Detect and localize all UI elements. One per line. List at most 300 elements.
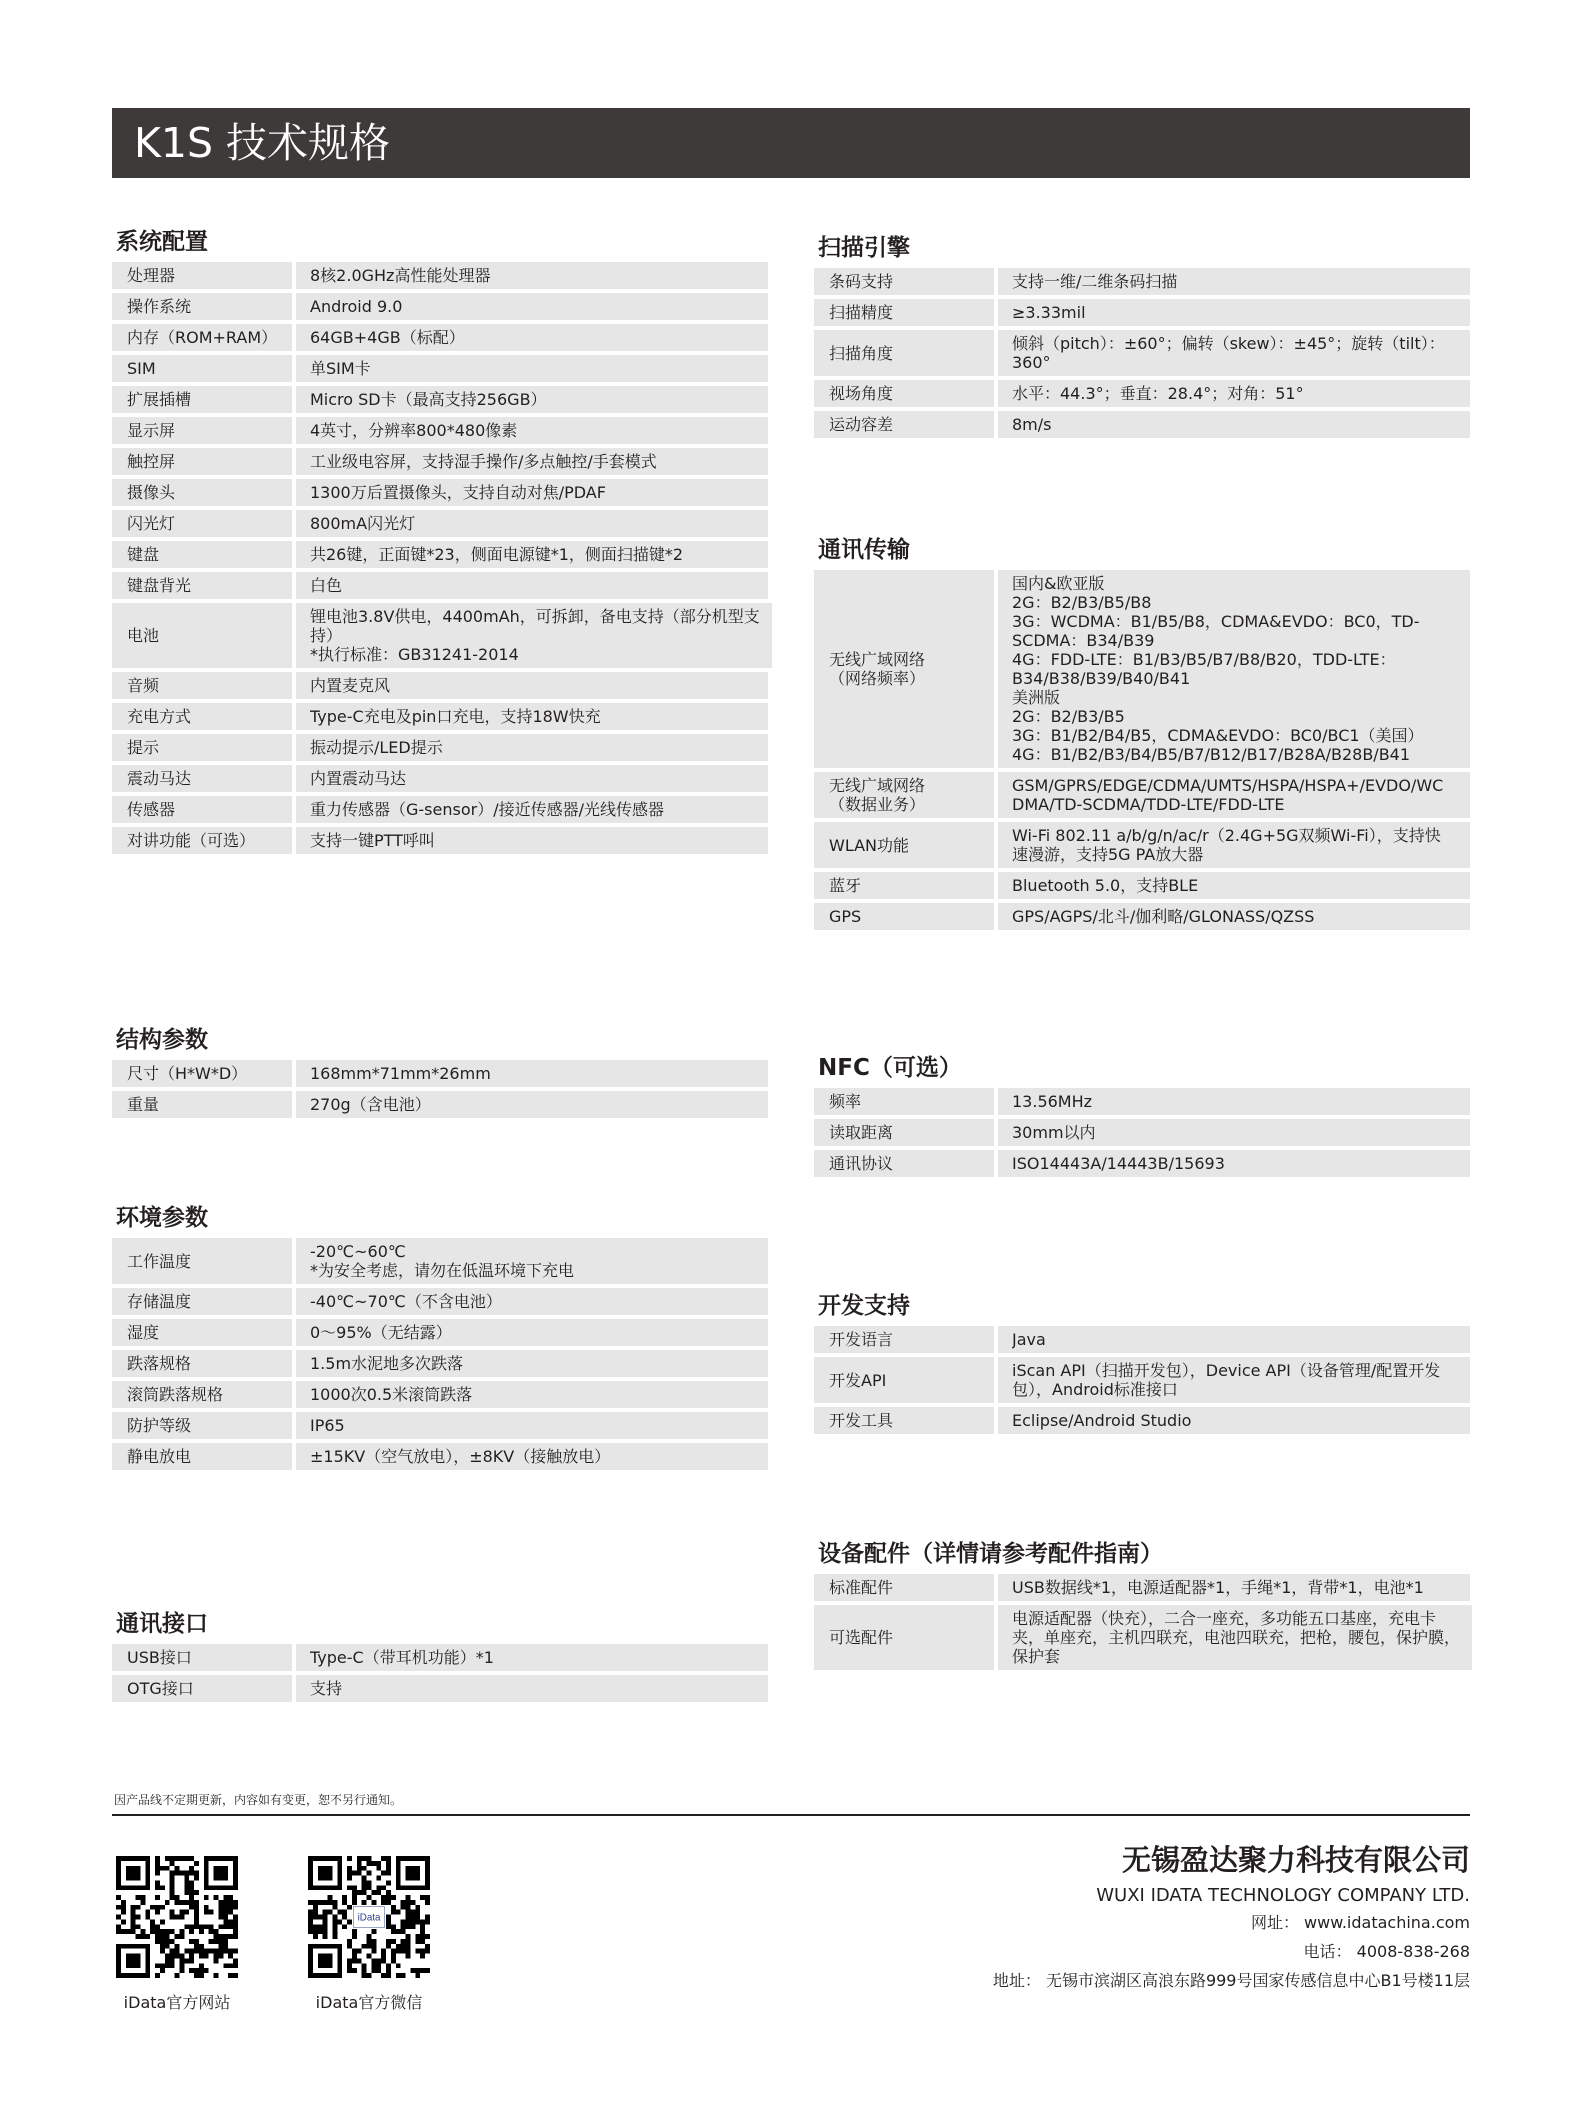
spec-row: [814, 1407, 1470, 1434]
spec-key: [814, 1357, 994, 1403]
spec-key: [112, 293, 292, 320]
spec-key: [814, 1407, 994, 1434]
spec-row: [112, 448, 768, 475]
spec-row: [112, 541, 768, 568]
spec-key-line: 音频: [127, 676, 160, 695]
spec-value-line: USB数据线*1，电源适配器*1，手绳*1，背带*1，电池*1: [1012, 1578, 1424, 1597]
spec-row: [112, 479, 768, 506]
spec-key: [814, 1605, 994, 1670]
spec-value-line: GSM/GPRS/EDGE/CDMA/UMTS/HSPA/HSPA+/EVDO/WC: [1012, 776, 1444, 795]
spec-row: [814, 1119, 1470, 1146]
spec-value-line: 2G：B2/B3/B5: [1012, 707, 1125, 726]
spec-value-line: ISO14443A/14443B/15693: [1012, 1154, 1225, 1173]
spec-value: [998, 411, 1470, 438]
section-title: 开发支持: [818, 1293, 910, 1319]
spec-row: [112, 603, 768, 668]
spec-value-line: 30mm以内: [1012, 1123, 1096, 1142]
spec-value: [296, 572, 768, 599]
spec-value-line: *为安全考虑，请勿在低温环境下充电: [310, 1261, 575, 1280]
spec-row: [112, 1319, 768, 1346]
spec-key: [112, 324, 292, 351]
spec-row: [112, 355, 768, 382]
spec-row: [814, 822, 1470, 868]
spec-key-line: 键盘: [127, 545, 160, 564]
spec-key: [814, 1119, 994, 1146]
spec-value-line: 1.5m水泥地多次跌落: [310, 1354, 464, 1373]
section-acc: [814, 1534, 1470, 1670]
spec-key-line: 处理器: [127, 266, 176, 285]
spec-value: [296, 386, 768, 413]
spec-value-line: 工业级电容屏，支持湿手操作/多点触控/手套模式: [310, 452, 657, 471]
spec-key-line: 开发API: [829, 1370, 887, 1390]
spec-row: [814, 1088, 1470, 1115]
spec-key-line: 工作温度: [127, 1251, 192, 1271]
spec-value-line: IP65: [310, 1416, 345, 1435]
spec-key-line: SIM: [127, 359, 156, 378]
spec-row: [112, 386, 768, 413]
spec-table: [112, 1060, 768, 1118]
spec-row: [814, 1326, 1470, 1353]
spec-value: [296, 324, 768, 351]
spec-key-line: 扫描精度: [829, 303, 894, 322]
spec-key-line: 触控屏: [127, 452, 176, 471]
spec-value: [998, 1605, 1472, 1670]
spec-value-line: 3G：B1/B2/B4/B5，CDMA&EVDO：BC0/BC1（美国）: [1012, 726, 1424, 745]
spec-key-line: 传感器: [127, 800, 176, 819]
spec-value-line: 8核2.0GHz高性能处理器: [310, 266, 491, 285]
spec-value-line: 速漫游，支持5G PA放大器: [1012, 845, 1204, 864]
spec-value-line: iScan API（扫描开发包），Device API（设备管理/配置开发: [1012, 1361, 1441, 1380]
spec-value: [998, 380, 1470, 407]
spec-value: [296, 1443, 768, 1470]
spec-value-line: 支持: [310, 1679, 343, 1698]
spec-value-line: ≥3.33mil: [1012, 303, 1086, 322]
section-title: 通讯传输: [818, 537, 910, 563]
section-comm: [814, 530, 1470, 930]
spec-value: [998, 299, 1470, 326]
spec-key-line: 读取距离: [829, 1123, 894, 1142]
spec-value: [296, 510, 768, 537]
spec-value-line: Micro SD卡（最高支持256GB）: [310, 390, 547, 409]
spec-value-line: 共26键，正面键*23，侧面电源键*1，侧面扫描键*2: [310, 545, 684, 564]
spec-key: [112, 479, 292, 506]
spec-value-line: 水平：44.3°；垂直：28.4°；对角：51°: [1012, 384, 1304, 403]
spec-value-line: 2G：B2/B3/B5/B8: [1012, 593, 1152, 612]
spec-row: [112, 765, 768, 792]
spec-key: [112, 703, 292, 730]
spec-row: [814, 1605, 1470, 1670]
spec-value: [998, 570, 1470, 768]
spec-key-line: 静电放电: [127, 1447, 192, 1466]
spec-key-line: 可选配件: [829, 1628, 894, 1647]
spec-key-line: （数据业务）: [829, 795, 926, 814]
spec-key: [112, 796, 292, 823]
spec-row: [112, 1381, 768, 1408]
spec-key: [112, 386, 292, 413]
spec-row: [814, 380, 1470, 407]
spec-value-line: Bluetooth 5.0，支持BLE: [1012, 876, 1199, 895]
spec-row: [112, 734, 768, 761]
spec-value: [296, 479, 768, 506]
spec-key: [112, 1675, 292, 1702]
spec-row: [112, 324, 768, 351]
spec-row: [112, 417, 768, 444]
spec-key-line: 扫描角度: [829, 343, 894, 363]
qr-label-wechat: iData官方微信: [315, 1993, 423, 2012]
spec-key-line: （网络频率）: [829, 669, 926, 688]
phone-number: 4008-838-268: [1356, 1942, 1470, 1961]
spec-key: [112, 355, 292, 382]
spec-value-line: 电源适配器（快充），二合一座充，多功能五口基座，充电卡: [1012, 1609, 1437, 1628]
spec-value-line: 270g（含电池）: [310, 1095, 431, 1114]
spec-key: [112, 1443, 292, 1470]
spec-key: [112, 672, 292, 699]
spec-value-line: GPS/AGPS/北斗/伽利略/GLONASS/QZSS: [1012, 907, 1315, 926]
spec-value-line: Wi-Fi 802.11 a/b/g/n/ac/r（2.4G+5G双频Wi-Fi），支持快: [1012, 826, 1441, 845]
section-title: 设备配件（详情请参考配件指南）: [818, 1541, 1163, 1567]
spec-value-line: SCDMA：B34/B39: [1012, 631, 1155, 650]
spec-value-line: Android 9.0: [310, 297, 403, 316]
section-nfc: [814, 1048, 1470, 1177]
spec-key-line: 开发工具: [829, 1411, 894, 1430]
spec-row: [814, 570, 1470, 768]
spec-value-line: 168mm*71mm*26mm: [310, 1064, 491, 1083]
spec-row: [814, 1574, 1470, 1601]
qr-code-wechat: [308, 1856, 430, 1978]
spec-value: [296, 703, 768, 730]
spec-value-line: 持）: [310, 626, 343, 645]
spec-row: [814, 411, 1470, 438]
spec-key: [112, 1091, 292, 1118]
disclaimer: 因产品线不定期更新，内容如有变更，恕不另行通知。: [114, 1793, 403, 1807]
footer-divider: [112, 1814, 1470, 1816]
spec-value-line: 4G：FDD-LTE：B1/B3/B5/B7/B8/B20，TDD-LTE：: [1012, 650, 1396, 669]
spec-key-line: 视场角度: [829, 384, 894, 403]
spec-value-line: 倾斜（pitch）：±60°；偏转（skew）：±45°；旋转（tilt）：: [1012, 334, 1445, 353]
spec-row: [112, 1675, 768, 1702]
section-title: NFC（可选）: [818, 1055, 962, 1081]
page-title: K1S 技术规格: [134, 119, 391, 167]
spec-value: [296, 1319, 768, 1346]
spec-key-line: 滚筒跌落规格: [127, 1385, 224, 1404]
spec-value-line: 保护套: [1012, 1647, 1061, 1666]
company-address: [993, 1970, 1470, 1992]
spec-row: [814, 872, 1470, 899]
spec-row: [112, 703, 768, 730]
section-structure: [112, 1020, 768, 1118]
company-name-en: WUXI IDATA TECHNOLOGY COMPANY LTD.: [1096, 1885, 1470, 1906]
spec-key: [112, 1644, 292, 1671]
spec-value: [296, 603, 772, 668]
spec-value-line: 0～95%（无结露）: [310, 1323, 452, 1342]
company-name-cn: 无锡盈达聚力科技有限公司: [1121, 1843, 1470, 1877]
spec-row: [112, 1350, 768, 1377]
spec-value-line: ±15KV（空气放电），±8KV（接触放电）: [310, 1447, 611, 1466]
spec-value-line: -20℃~60℃: [310, 1242, 406, 1261]
spec-value: [998, 1088, 1470, 1115]
spec-key-line: 电池: [127, 626, 160, 645]
phone-label: 电话：: [1303, 1942, 1352, 1961]
spec-value: [998, 268, 1470, 295]
section-scan: [814, 228, 1470, 438]
spec-value: [998, 1150, 1470, 1177]
spec-value: [296, 541, 768, 568]
spec-value-line: 单SIM卡: [310, 359, 371, 378]
spec-key: [814, 330, 994, 376]
spec-value: [998, 1357, 1470, 1403]
spec-key-line: 无线广域网络: [829, 776, 926, 795]
spec-key-line: 操作系统: [127, 297, 192, 316]
spec-value: [998, 1574, 1470, 1601]
section-environment: [112, 1198, 768, 1470]
spec-value-line: 1000次0.5米滚筒跌落: [310, 1385, 473, 1404]
spec-value-line: 4英寸，分辨率800*480像素: [310, 421, 518, 440]
spec-key-line: 无线广域网络: [829, 650, 926, 669]
spec-value-line: 支持一维/二维条码扫描: [1012, 272, 1178, 291]
spec-key: [814, 772, 994, 818]
website-link[interactable]: www.idatachina.com: [1304, 1913, 1470, 1932]
spec-key: [112, 541, 292, 568]
spec-key-line: 防护等级: [127, 1416, 192, 1435]
spec-row: [814, 1150, 1470, 1177]
spec-value-line: 白色: [310, 576, 343, 595]
spec-value: [998, 1326, 1470, 1353]
spec-value: [296, 448, 768, 475]
spec-value: [296, 1238, 768, 1284]
spec-key-line: OTG接口: [127, 1679, 194, 1698]
section-title: 结构参数: [116, 1027, 208, 1053]
spec-table: [814, 1088, 1470, 1177]
spec-key-line: 提示: [127, 738, 160, 757]
spec-key: [112, 1288, 292, 1315]
spec-value: [998, 822, 1470, 868]
spec-value-line: -40℃~70℃（不含电池）: [310, 1292, 502, 1311]
spec-value: [296, 1060, 768, 1087]
spec-key: [814, 570, 994, 768]
spec-key: [814, 1574, 994, 1601]
spec-row: [814, 1357, 1470, 1403]
spec-key-line: 频率: [829, 1092, 862, 1111]
spec-value-line: 国内&欧亚版: [1012, 574, 1105, 593]
spec-value: [998, 872, 1470, 899]
spec-row: [112, 1644, 768, 1671]
qr-label-website: iData官方网站: [123, 1993, 231, 2012]
spec-key-line: WLAN功能: [829, 835, 910, 855]
company-phone: [1304, 1941, 1470, 1963]
spec-key-line: 重量: [127, 1095, 160, 1114]
spec-value-line: 锂电池3.8V供电，4400mAh，可拆卸，备电支持（部分机型支: [310, 607, 760, 626]
section-interface: [112, 1604, 768, 1702]
spec-key: [814, 1088, 994, 1115]
website-label: 网址：: [1250, 1913, 1299, 1932]
spec-table: [112, 262, 768, 854]
address-text: 无锡市滨湖区高浪东路999号国家传感信息中心B1号楼11层: [1045, 1971, 1470, 1990]
spec-key-line: 湿度: [127, 1323, 160, 1342]
spec-table: [112, 1238, 768, 1470]
spec-key-line: USB接口: [127, 1648, 192, 1667]
spec-key: [112, 734, 292, 761]
spec-key: [112, 417, 292, 444]
spec-key-line: 标准配件: [829, 1578, 894, 1597]
spec-value-line: Type-C（带耳机功能）*1: [310, 1648, 494, 1667]
spec-value-line: 内置麦克风: [310, 676, 391, 695]
spec-value: [296, 1350, 768, 1377]
spec-value: [296, 1381, 768, 1408]
spec-value: [998, 1407, 1470, 1434]
spec-row: [112, 672, 768, 699]
spec-key: [814, 872, 994, 899]
spec-key-line: 内存（ROM+RAM）: [127, 328, 278, 347]
spec-value-line: 4G：B1/B2/B3/B4/B5/B7/B12/B17/B28A/B28B/B41: [1012, 745, 1411, 764]
spec-table: [814, 570, 1470, 930]
spec-key: [112, 262, 292, 289]
spec-value: [998, 772, 1470, 818]
spec-value: [296, 672, 768, 699]
spec-key-line: 闪光灯: [127, 514, 176, 533]
spec-row: [112, 1443, 768, 1470]
spec-key: [814, 411, 994, 438]
spec-value: [296, 827, 768, 854]
spec-row: [112, 1288, 768, 1315]
spec-row: [814, 772, 1470, 818]
spec-value: [296, 1412, 768, 1439]
spec-value-line: 64GB+4GB（标配）: [310, 328, 465, 347]
spec-value-line: Eclipse/Android Studio: [1012, 1411, 1192, 1430]
section-title: 扫描引擎: [818, 235, 910, 261]
spec-row: [112, 1091, 768, 1118]
spec-row: [814, 299, 1470, 326]
spec-key: [814, 822, 994, 868]
spec-row: [814, 903, 1470, 930]
spec-key: [112, 1412, 292, 1439]
spec-key: [112, 765, 292, 792]
spec-table: [814, 1574, 1470, 1670]
spec-key: [112, 1381, 292, 1408]
spec-value: [998, 903, 1470, 930]
spec-value-line: 3G：WCDMA：B1/B5/B8，CDMA&EVDO：BC0，TD-: [1012, 612, 1420, 631]
spec-value: [998, 1119, 1470, 1146]
spec-row: [814, 330, 1470, 376]
section-dev: [814, 1286, 1470, 1434]
spec-value-line: 振动提示/LED提示: [310, 738, 443, 757]
spec-value-line: 1300万后置摄像头，支持自动对焦/PDAF: [310, 483, 606, 502]
spec-key: [112, 1350, 292, 1377]
spec-key: [112, 603, 292, 668]
spec-value-line: 360°: [1012, 353, 1051, 372]
spec-key-line: 对讲功能（可选）: [127, 831, 256, 850]
spec-key-line: 震动马达: [127, 769, 192, 788]
spec-key: [814, 1326, 994, 1353]
spec-key: [814, 1150, 994, 1177]
spec-value: [296, 293, 768, 320]
spec-value-line: 包），Android标准接口: [1012, 1380, 1178, 1399]
spec-key: [112, 827, 292, 854]
spec-table: [814, 1326, 1470, 1434]
spec-value: [998, 330, 1470, 376]
spec-row: [112, 572, 768, 599]
spec-value-line: Java: [1012, 1330, 1046, 1349]
spec-key: [112, 1060, 292, 1087]
spec-value-line: 重力传感器（G-sensor）/接近传感器/光线传感器: [310, 800, 664, 819]
spec-key-line: 摄像头: [127, 483, 176, 502]
spec-row: [112, 1238, 768, 1284]
spec-key: [112, 510, 292, 537]
spec-key: [112, 448, 292, 475]
spec-value: [296, 796, 768, 823]
spec-key-line: 存储温度: [127, 1292, 192, 1311]
spec-table: [814, 268, 1470, 438]
spec-key-line: 扩展插槽: [127, 390, 192, 409]
spec-value: [296, 734, 768, 761]
spec-key-line: 通讯协议: [829, 1154, 894, 1173]
spec-key-line: 蓝牙: [829, 876, 862, 895]
section-title: 通讯接口: [116, 1611, 208, 1637]
company-website: [1251, 1912, 1470, 1934]
spec-value: [296, 417, 768, 444]
spec-value: [296, 262, 768, 289]
spec-value-line: 夹，单座充，主机四联充，电池四联充，把枪，腰包，保护膜，: [1012, 1628, 1461, 1647]
spec-key: [814, 380, 994, 407]
spec-row: [112, 1412, 768, 1439]
spec-value-line: 13.56MHz: [1012, 1092, 1093, 1111]
section-title: 系统配置: [116, 229, 208, 255]
spec-value: [296, 1288, 768, 1315]
spec-row: [112, 293, 768, 320]
spec-table: [112, 1644, 768, 1702]
spec-key: [112, 1319, 292, 1346]
spec-row: [112, 796, 768, 823]
spec-key: [814, 903, 994, 930]
spec-key-line: 充电方式: [127, 707, 192, 726]
spec-value-line: *执行标准：GB31241-2014: [310, 645, 519, 664]
spec-key: [112, 1238, 292, 1284]
spec-row: [112, 510, 768, 537]
spec-value-line: 800mA闪光灯: [310, 514, 416, 533]
spec-value: [296, 1675, 768, 1702]
spec-value-line: 内置震动马达: [310, 769, 407, 788]
spec-value: [296, 1091, 768, 1118]
spec-value: [296, 765, 768, 792]
spec-key: [814, 268, 994, 295]
spec-key-line: 键盘背光: [127, 576, 192, 595]
spec-row: [112, 262, 768, 289]
spec-row: [112, 827, 768, 854]
spec-value-line: 美洲版: [1012, 688, 1061, 707]
spec-key-line: 跌落规格: [127, 1354, 192, 1373]
title-banner: [112, 108, 1470, 178]
spec-row: [814, 268, 1470, 295]
spec-key: [814, 299, 994, 326]
spec-value-line: Type-C充电及pin口充电，支持18W快充: [310, 707, 601, 726]
spec-key-line: 运动容差: [829, 415, 894, 434]
spec-key-line: 显示屏: [127, 421, 176, 440]
section-system: [112, 222, 768, 854]
spec-row: [112, 1060, 768, 1087]
qr-logo-text: iData: [357, 1912, 381, 1924]
spec-key-line: GPS: [829, 907, 862, 926]
spec-key-line: 条码支持: [829, 272, 894, 291]
spec-value-line: 支持一键PTT呼叫: [310, 831, 435, 850]
spec-key-line: 开发语言: [829, 1330, 894, 1349]
qr-code-website: [116, 1856, 238, 1978]
spec-value-line: B34/B38/B39/B40/B41: [1012, 669, 1191, 688]
spec-value: [296, 355, 768, 382]
spec-value: [296, 1644, 768, 1671]
address-label: 地址：: [992, 1971, 1041, 1990]
spec-value-line: DMA/TD-SCDMA/TDD-LTE/FDD-LTE: [1012, 795, 1285, 814]
spec-key-line: 尺寸（H*W*D）: [127, 1064, 248, 1083]
section-title: 环境参数: [116, 1205, 208, 1231]
